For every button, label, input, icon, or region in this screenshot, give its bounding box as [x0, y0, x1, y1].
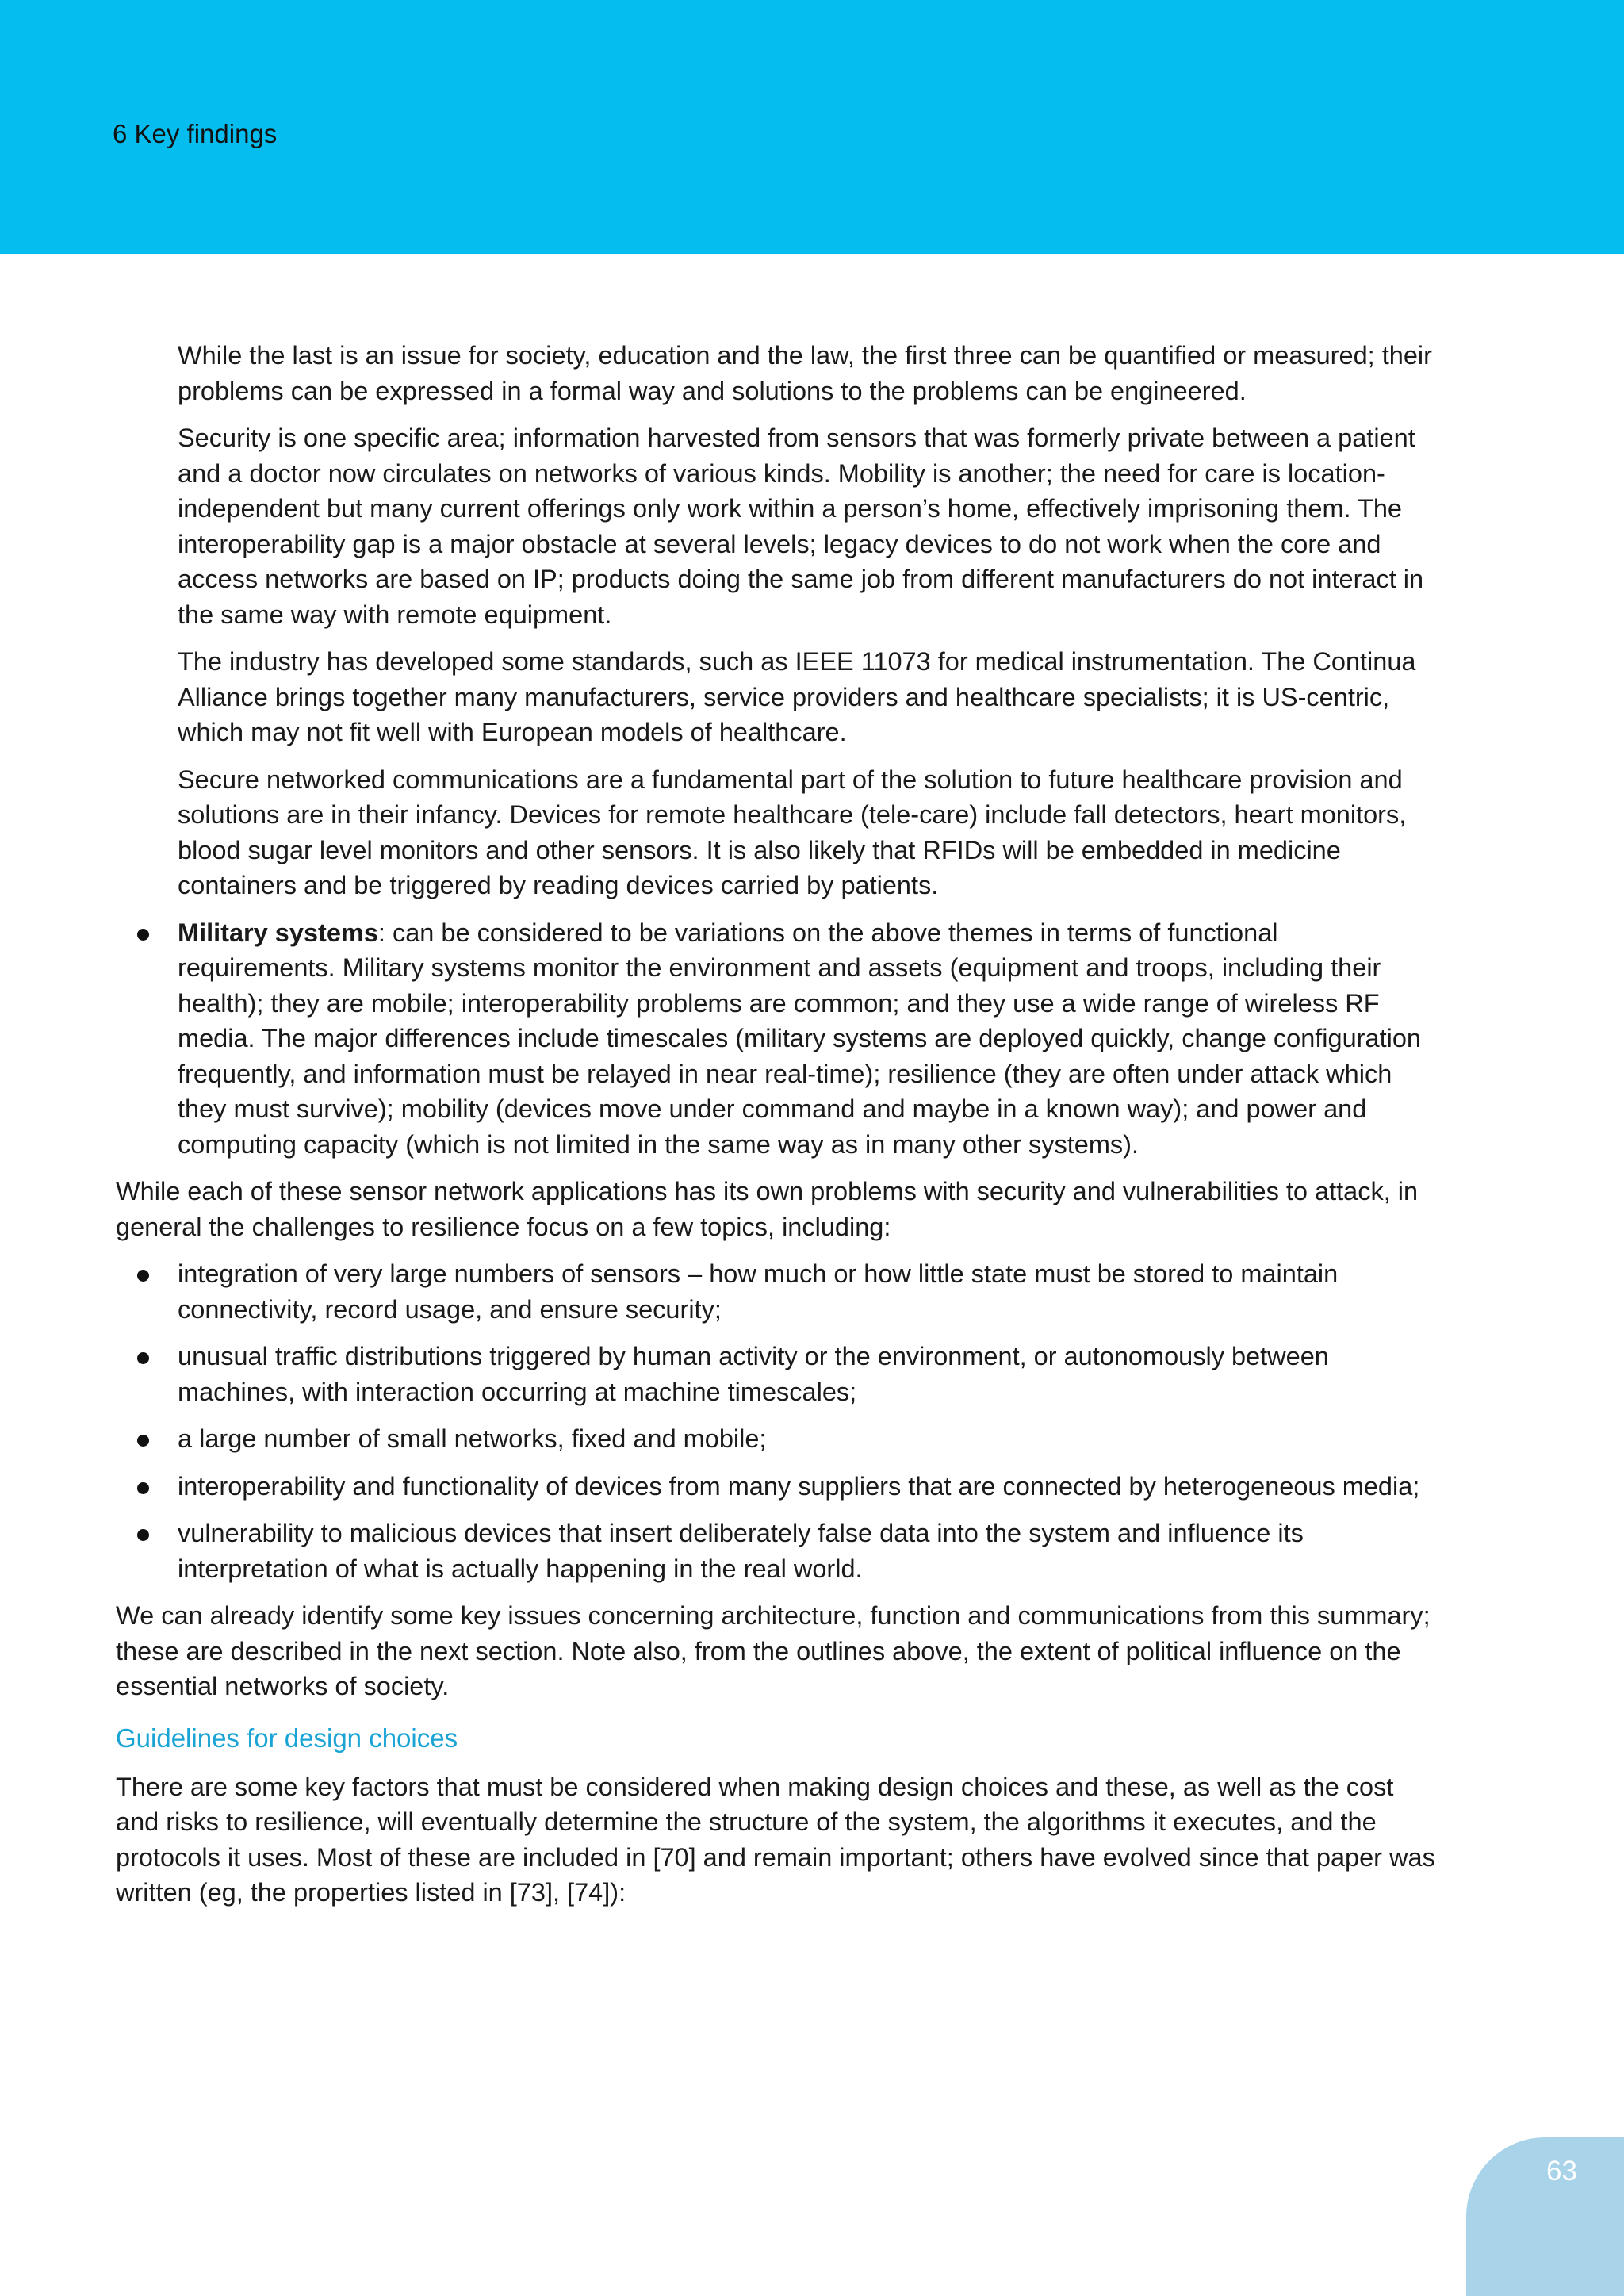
list-item-text: vulnerability to malicious devices that insert deliberately false data into the system and influence its interpretation of what is actually happening in the real world.	[178, 1519, 1304, 1583]
page-number-tab	[1466, 2137, 1624, 2296]
list-item	[116, 1256, 1437, 1327]
summary-paragraph: We can already identify some key issues concerning architecture, function and communications from this summary; these are described in the next section. Note also, from the outlines above, the extent of political influence on the essential networks of society.	[116, 1601, 1431, 1700]
section-paragraph: There are some key factors that must be considered when making design choices and these, as well as the cost and risks to resilience, will eventually determine the structure of the system, the algorithms it executes, and the protocols it uses. Most of these are included in [70] and remain important; others have evolved since that paper was written (eg, the properties listed in [73], [74]):	[116, 1772, 1435, 1907]
page-number: 63	[1546, 2156, 1577, 2187]
body-paragraph: The industry has developed some standards, such as IEEE 11073 for medical instrumentation. The Continua Alliance brings together many manufacturers, service providers and healthcare specialists; it is US-centric, which may not fit well with European models of healthcare.	[178, 647, 1416, 746]
bullet-icon	[137, 1435, 149, 1447]
section-heading: Guidelines for design choices	[116, 1723, 458, 1753]
challenges-intro: While each of these sensor network applications has its own problems with security and vulnerabilities to attack, in general the challenges to resilience focus on a few topics, including:	[116, 1177, 1419, 1241]
bullet-text: : can be considered to be variations on the above themes in terms of functional requirements. Military systems monitor the environment and assets (equipment and troops, including their health); they are mobile; interoperability problems are common; and they use a wide range of wireless RF media. The major differences include timescales (military systems are deployed quickly, change configuration frequently, and information must be relayed in near real-time); resilience (they are often under attack which they must survive); mobility (devices move under command and maybe in a known way); and power and computing capacity (which is not limited in the same way as in many other systems).	[178, 918, 1421, 1159]
list-item-text: a large number of small networks, fixed and mobile;	[178, 1424, 767, 1453]
list-item	[116, 1339, 1437, 1409]
bullet-icon	[137, 1270, 149, 1282]
body-paragraph: Secure networked communications are a fundamental part of the solution to future healthcare provision and solutions are in their infancy. Devices for remote healthcare (tele-care) include fall detectors, heart monitors, blood sugar level monitors and other sensors. It is also likely that RFIDs will be embedded in medicine containers and be triggered by reading devices carried by patients.	[178, 765, 1407, 899]
list-item	[116, 1469, 1437, 1504]
bullet-icon	[137, 1529, 149, 1541]
bullet-item-military-systems	[116, 915, 1437, 1163]
military-bullet-list	[116, 915, 1437, 1163]
list-item-text: unusual traffic distributions triggered by human activity or the environment, or autonomously between machines, with interaction occurring at machine timescales;	[178, 1342, 1329, 1406]
chapter-title: 6 Key findings	[113, 119, 278, 148]
header-band	[0, 0, 1624, 254]
bullet-icon	[137, 1352, 149, 1364]
challenges-list	[116, 1256, 1437, 1586]
body-paragraph: While the last is an issue for society, education and the law, the first three can be quantified or measured; their problems can be expressed in a formal way and solutions to the problems can be engineered.	[178, 341, 1432, 405]
page-content	[116, 338, 1437, 1922]
list-item-text: integration of very large numbers of sensors – how much or how little state must be stored to maintain connectivity, record usage, and ensure security;	[178, 1259, 1339, 1324]
list-item	[116, 1421, 1437, 1457]
list-item-text: interoperability and functionality of devices from many suppliers that are connected by heterogeneous media;	[178, 1471, 1420, 1501]
list-item	[116, 1516, 1437, 1586]
bullet-icon	[137, 929, 149, 941]
bullet-icon	[137, 1482, 149, 1494]
bullet-term: Military systems	[178, 918, 378, 947]
body-paragraph: Security is one specific area; information harvested from sensors that was formerly private between a patient and a doctor now circulates on networks of various kinds. Mobility is another; the need for care is location-independent but many current offerings only work within a person’s home, effectively imprisoning them. The interoperability gap is a major obstacle at several levels; legacy devices to do not work when the core and access networks are based on IP; products doing the same job from different manufacturers do not interact in the same way with remote equipment.	[178, 424, 1424, 629]
